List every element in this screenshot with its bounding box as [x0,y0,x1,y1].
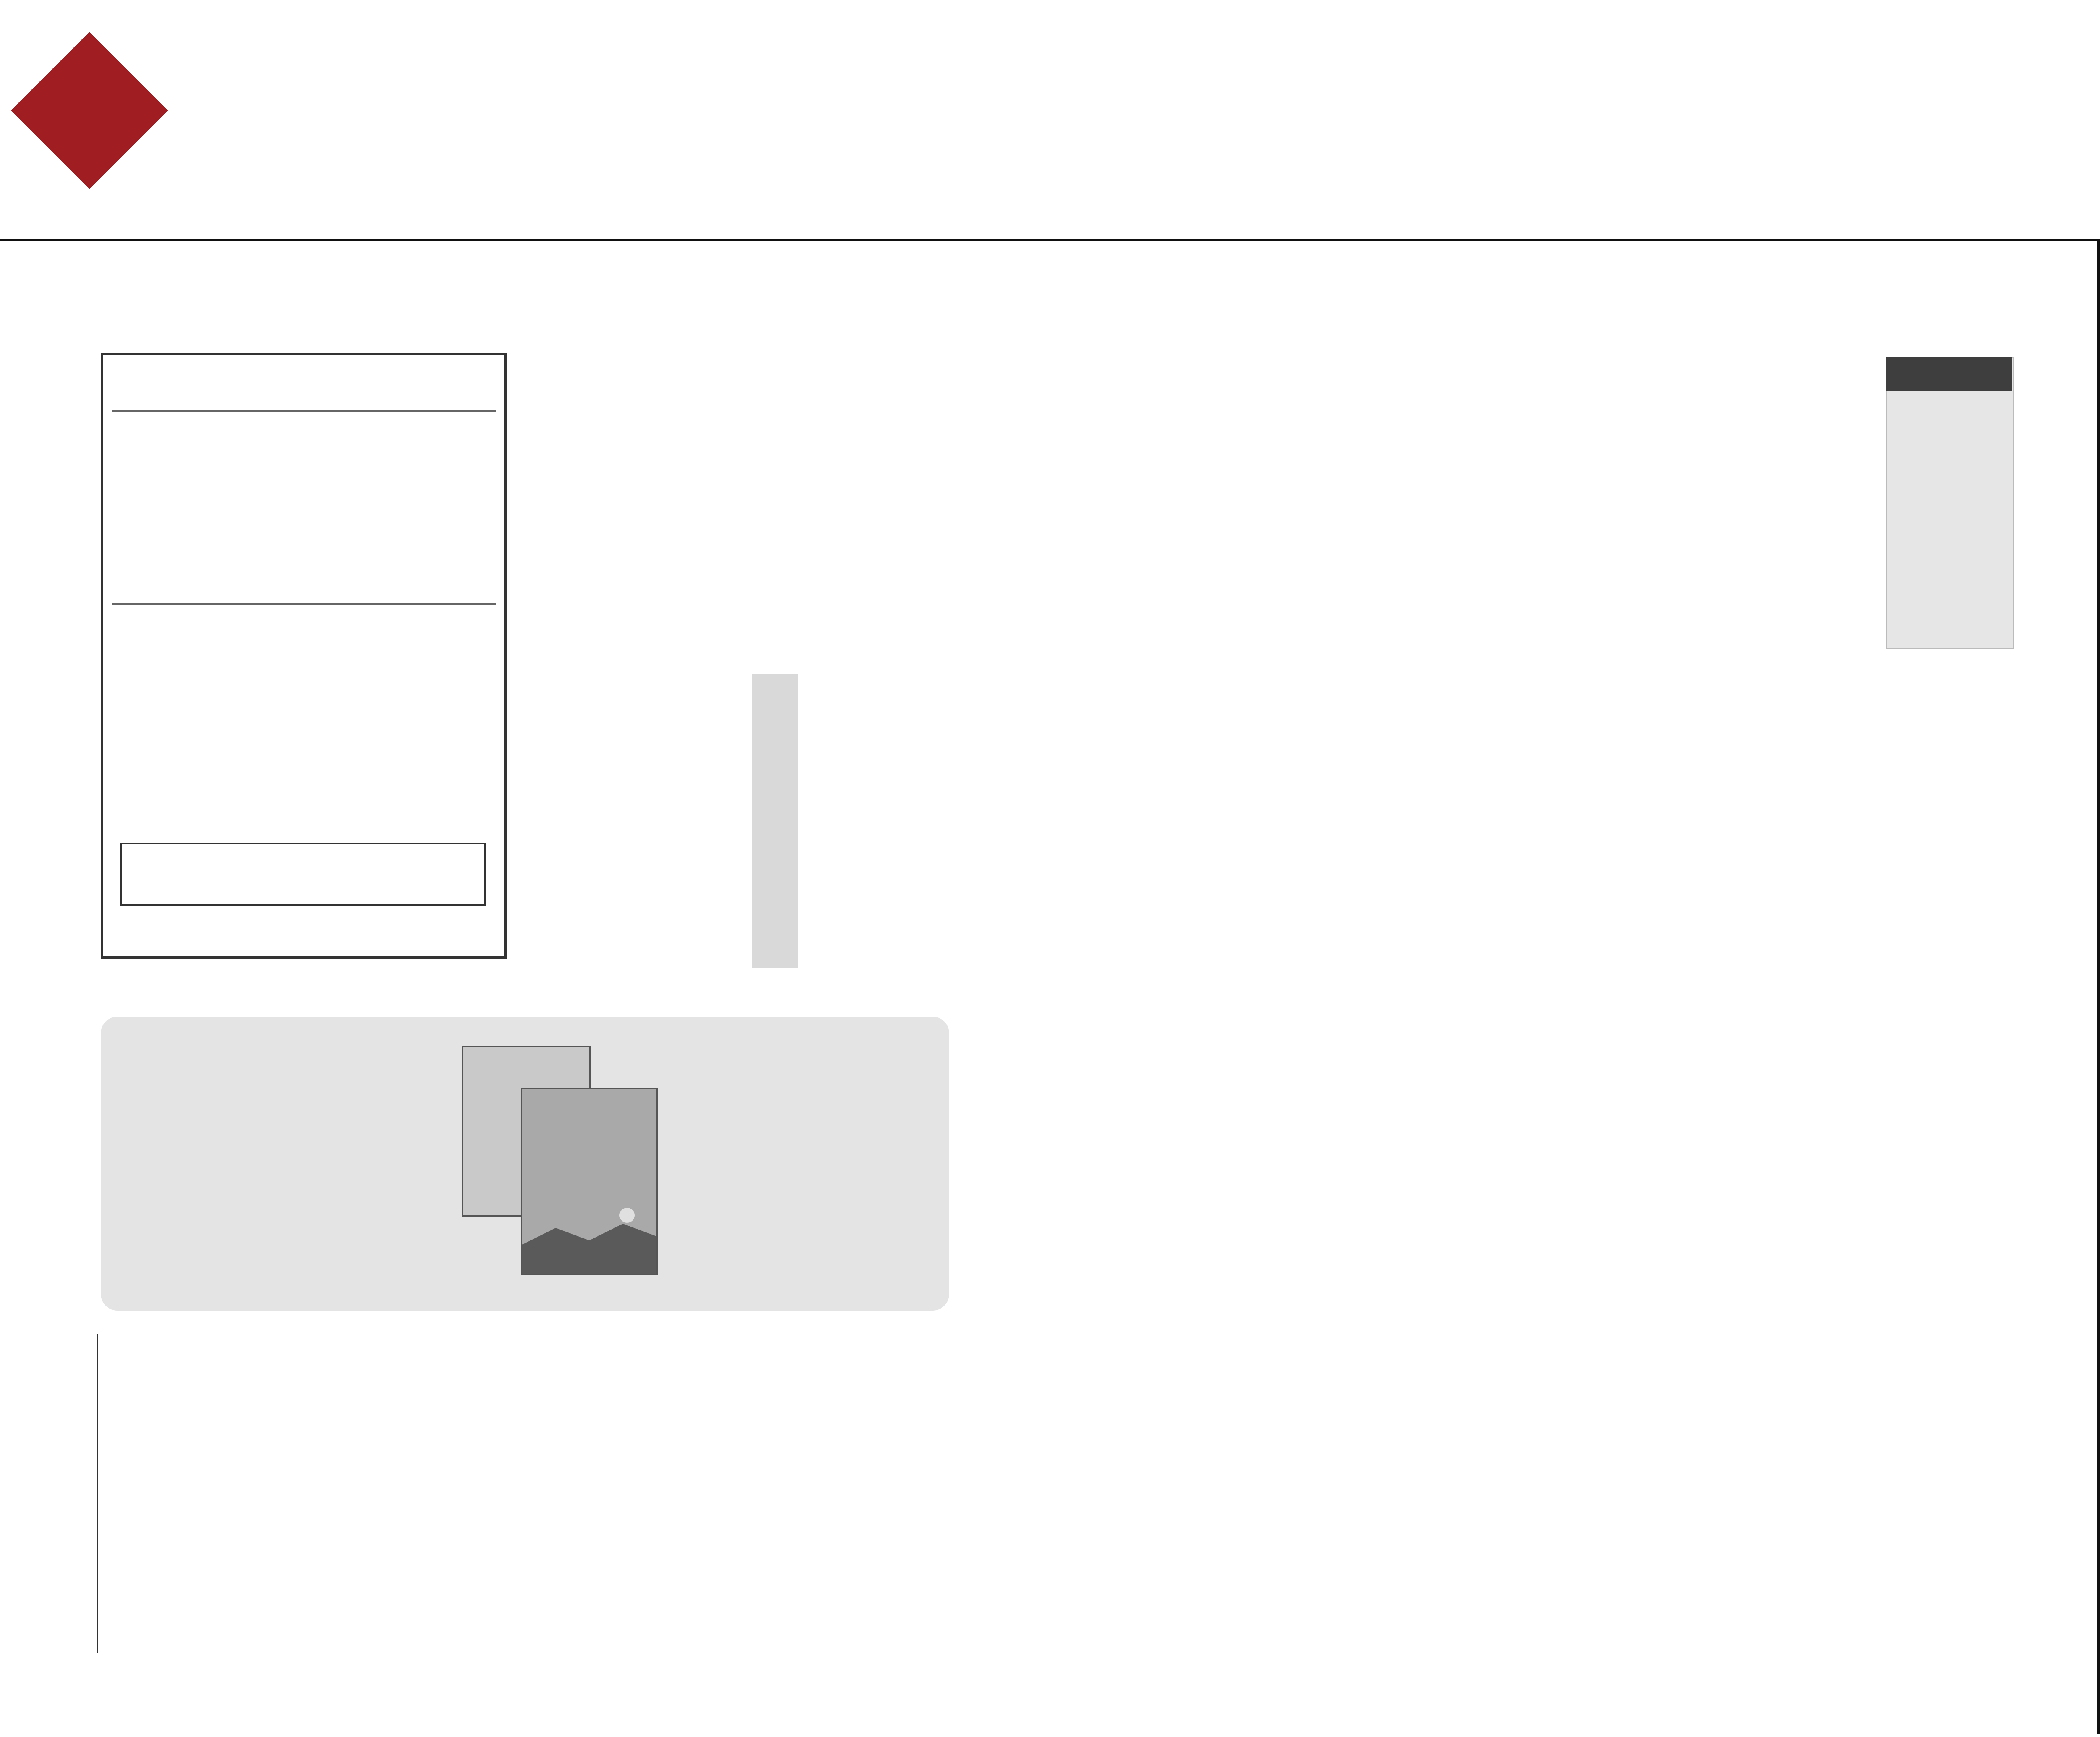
divider [112,603,496,605]
letters-left-band [525,349,1016,651]
letters-mid-band [1151,676,1974,996]
letters-top-band [1151,349,1865,651]
page-header [0,0,2100,235]
sponsor-box [120,843,486,906]
divider [112,410,496,412]
letters-bot-band [1151,1017,1974,1306]
directory-divider [97,1334,98,1653]
corner-card [1886,357,2014,649]
cover-landscape-icon [522,1198,656,1274]
editor-label-bg [752,674,798,968]
masthead-box [101,353,507,959]
promo-box [101,1017,949,1311]
badge-label [8,29,171,192]
magazine-cover-front [521,1088,658,1275]
corner-tag [1886,357,2012,391]
page-frame-right [2097,239,2100,1734]
